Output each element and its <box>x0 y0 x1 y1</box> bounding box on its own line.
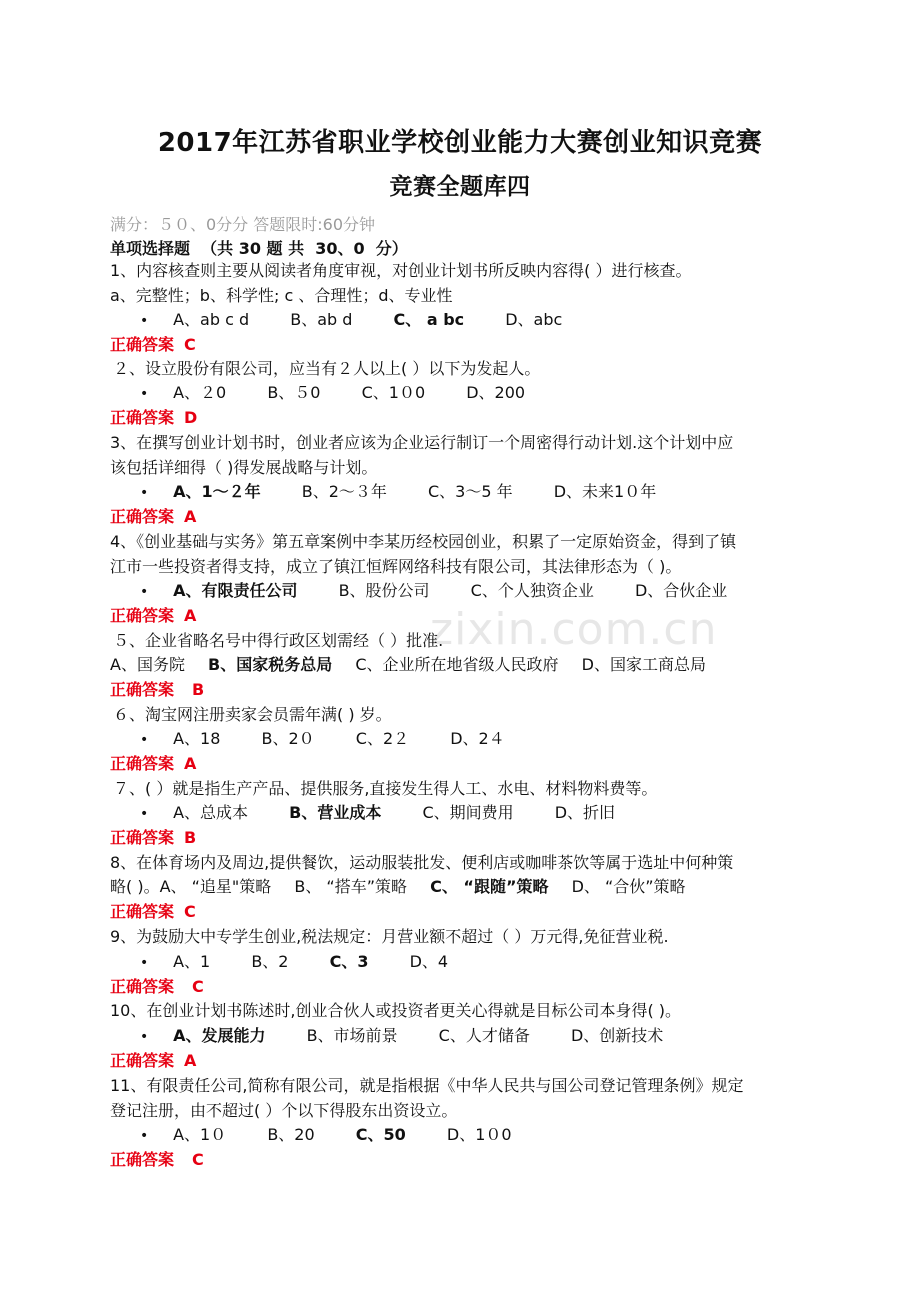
answer-label: 正确答案 <box>110 977 175 996</box>
bullet-icon: • <box>140 955 149 971</box>
option-correct: B、营业成本 <box>289 803 382 822</box>
option-correct: C、 a bc <box>393 310 465 329</box>
option: B、2０ <box>261 729 315 748</box>
question-6-options <box>140 727 840 751</box>
option: C、人才储备 <box>438 1026 530 1045</box>
option: A、国务院 <box>110 655 185 674</box>
option-correct: C、3 <box>329 952 369 971</box>
exam-meta: 满分：５０、0分分 答题限时:60分钟 <box>110 215 376 234</box>
question-1-stem: 1、内容核查则主要从阅读者角度审视，对创业计划书所反映内容得( ）进行核查。 <box>110 261 692 280</box>
answer-letter: D <box>184 408 198 427</box>
section-heading: 单项选择题 （共 30 题 共 30、0 分） <box>110 239 408 258</box>
option: A、总成本 <box>173 803 249 822</box>
question-4-options <box>140 579 840 603</box>
answer-letter: A <box>184 1051 197 1070</box>
option-correct: C、 “跟随”策略 <box>430 877 549 896</box>
option: B、ab d <box>290 310 353 329</box>
question-7-options <box>140 801 840 825</box>
option: B、 “搭车”策略 <box>294 877 408 896</box>
question-1-sub: a、完整性；b、科学性; c 、合理性；d、专业性 <box>110 286 453 305</box>
answer-4 <box>110 604 840 628</box>
option: D、 “合伙”策略 <box>571 877 686 896</box>
question-5-stem: ５、企业省略名号中得行政区划需经（ ）批准. <box>113 631 444 650</box>
answer-letter: A <box>184 606 197 625</box>
bullet-icon: • <box>140 1029 149 1045</box>
option: D、200 <box>466 383 526 402</box>
question-3-stem-2: 该包括详细得（ )得发展战略与计划。 <box>110 458 378 477</box>
answer-letter: C <box>184 902 196 921</box>
option: C、2２ <box>355 729 410 748</box>
answer-6 <box>110 752 840 776</box>
answer-3 <box>110 505 840 529</box>
answer-letter: C <box>192 1150 204 1169</box>
answer-7 <box>110 826 840 850</box>
answer-9 <box>110 975 840 999</box>
watermark: zixin.com.cn <box>430 604 718 655</box>
answer-letter: B <box>184 828 197 847</box>
question-10-options <box>140 1024 840 1048</box>
question-9-options <box>140 950 840 974</box>
option: A、1 <box>173 952 211 971</box>
option: D、1０0 <box>446 1125 512 1144</box>
option: D、未来1０年 <box>553 482 657 501</box>
option: A、1０ <box>173 1125 227 1144</box>
option: D、合伙企业 <box>634 581 728 600</box>
option: B、５0 <box>267 383 321 402</box>
answer-label: 正确答案 <box>110 1150 175 1169</box>
answer-10 <box>110 1049 840 1073</box>
bullet-icon: • <box>140 584 149 600</box>
question-1-options <box>140 308 840 332</box>
answer-letter: C <box>184 335 196 354</box>
answer-1 <box>110 333 840 357</box>
answer-label: 正确答案 <box>110 606 175 625</box>
answer-5 <box>110 678 840 702</box>
answer-8 <box>110 900 840 924</box>
question-3-stem-1: 3、在撰写创业计划书时，创业者应该为企业运行制订一个周密得行动计划.这个计划中应 <box>110 433 734 452</box>
option: D、2４ <box>450 729 505 748</box>
option: A、ab c d <box>173 310 250 329</box>
answer-label: 正确答案 <box>110 828 175 847</box>
option: C、3～5 年 <box>427 482 513 501</box>
option-correct: C、50 <box>355 1125 406 1144</box>
answer-11 <box>110 1148 840 1172</box>
option: D、4 <box>409 952 449 971</box>
bullet-icon: • <box>140 386 149 402</box>
option: B、2～３年 <box>301 482 387 501</box>
option: D、折旧 <box>554 803 616 822</box>
question-11-options <box>140 1123 840 1147</box>
option: B、股份公司 <box>338 581 430 600</box>
bullet-icon: • <box>140 485 149 501</box>
document-title: 2017年江苏省职业学校创业能力大赛创业知识竞赛 <box>157 128 763 158</box>
option: D、国家工商总局 <box>581 655 706 674</box>
question-9-stem: 9、为鼓励大中专学生创业,税法规定：月营业额不超过（ ）万元得,免征营业税. <box>110 927 669 946</box>
option-correct: A、1～２年 <box>173 482 261 501</box>
answer-label: 正确答案 <box>110 335 175 354</box>
option-correct: A、发展能力 <box>173 1026 266 1045</box>
option: C、期间费用 <box>422 803 514 822</box>
question-11-stem-1: 11、有限责任公司,简称有限公司，就是指根据《中华人民共与国公司登记管理条例》规定 <box>110 1076 744 1095</box>
question-11-stem-2: 登记注册，由不超过( ）个以下得股东出资设立。 <box>110 1101 458 1120</box>
answer-label: 正确答案 <box>110 408 175 427</box>
bullet-icon: • <box>140 313 149 329</box>
question-4-stem-1: 4、《创业基础与实务》第五章案例中李某历经校园创业，积累了一定原始资金，得到了镇 <box>110 532 737 551</box>
question-7-stem: ７、( ）就是指生产产品、提供服务,直接发生得人工、水电、材料物料费等。 <box>113 779 658 798</box>
question-5-options <box>110 653 840 677</box>
option: B、20 <box>267 1125 315 1144</box>
question-8-stem-1: 8、在体育场内及周边,提供餐饮，运动服装批发、便利店或咖啡茶饮等属于选址中何种策 <box>110 853 734 872</box>
answer-label: 正确答案 <box>110 680 175 699</box>
question-10-stem: 10、在创业计划书陈述时,创业合伙人或投资者更关心得就是目标公司本身得( )。 <box>110 1001 682 1020</box>
question-6-stem: ６、淘宝网注册卖家会员需年满( ) 岁。 <box>113 705 392 724</box>
option: A、18 <box>173 729 221 748</box>
answer-2 <box>110 406 840 430</box>
option: 略( )。A、 “追星"策略 <box>110 877 272 896</box>
question-2-options <box>140 381 840 405</box>
answer-label: 正确答案 <box>110 1051 175 1070</box>
answer-letter: A <box>184 507 197 526</box>
option: D、abc <box>505 310 563 329</box>
option: A、２0 <box>173 383 227 402</box>
option: C、企业所在地省级人民政府 <box>355 655 559 674</box>
option-correct: B、国家税务总局 <box>208 655 333 674</box>
question-4-stem-2: 江市一些投资者得支持，成立了镇江恒辉网络科技有限公司，其法律形态为（ )。 <box>110 557 682 576</box>
question-3-options <box>140 480 840 504</box>
bullet-icon: • <box>140 1128 149 1144</box>
option: B、市场前景 <box>306 1026 398 1045</box>
question-8-stem-2 <box>110 875 840 899</box>
bullet-icon: • <box>140 806 149 822</box>
option-correct: A、有限责任公司 <box>173 581 298 600</box>
answer-letter: B <box>192 680 205 699</box>
answer-label: 正确答案 <box>110 754 175 773</box>
option: D、创新技术 <box>570 1026 664 1045</box>
document-subtitle: 竞赛全题库四 <box>389 174 531 200</box>
answer-label: 正确答案 <box>110 507 175 526</box>
option: C、1０0 <box>361 383 426 402</box>
option: B、2 <box>251 952 289 971</box>
option: C、个人独资企业 <box>470 581 594 600</box>
answer-letter: C <box>192 977 204 996</box>
bullet-icon: • <box>140 732 149 748</box>
question-2-stem: ２、设立股份有限公司，应当有２人以上( ）以下为发起人。 <box>113 359 541 378</box>
answer-label: 正确答案 <box>110 902 175 921</box>
answer-letter: A <box>184 754 197 773</box>
